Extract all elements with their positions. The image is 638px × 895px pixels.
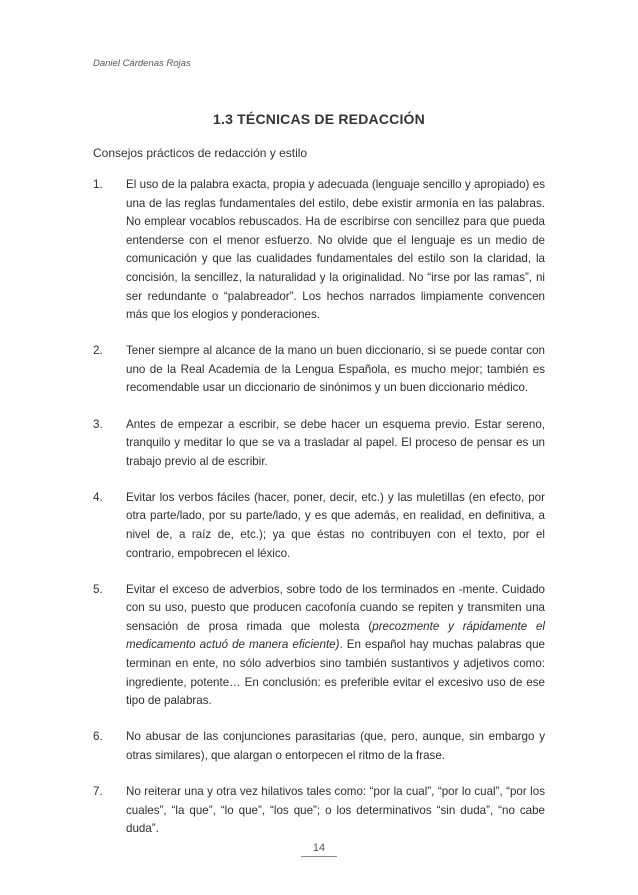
list-item [93,489,545,563]
item-text: El uso de la palabra exacta, propia y adecuada (lenguaje sencillo y apropiado) es una de las reglas fundamentales del estilo, debe existir armonía en las palabras. No emplear vocablos rebuscados. Ha de escribirse con sencillez para que pueda entenderse con el menor esfuerzo. No olvide que el lenguaje es un medio de comunicación y que las cualidades fundamentales del estilo son la claridad, la concisión, la sencillez, la naturalidad y la originalidad. No “irse por las ramas”, ni ser redundante o “palabreador”. Los hechos narrados limpiamente convencen más que los elogios y ponderaciones. [126,178,545,322]
item-number: 6. [93,730,103,744]
item-text [126,581,545,711]
list-item [93,176,545,325]
item-number: 3. [93,417,103,431]
item-text: Tener siempre al alcance de la mano un buen diccionario, si se puede contar con uno de la Real Academia de la Lengua Española, es mucho mejor; también es recomendable usar un diccionario de sinónimos y un buen diccionario médico. [126,344,545,395]
item-text-part: . En español hay muchas palabras que terminan en ente, no sólo adverbios sino también sustantivos y adjetivos como: ingrediente, potente… En conclusión: es preferible evitar el excesivo uso de ese tipo de palabras. [126,638,546,708]
item-text-part: Evitar el exceso de adverbios, sobre todo de los terminados en -mente. Cuidado con su uso, puesto que producen cacofonía cuando se repiten y transmiten una sensación de prosa rimada que molesta ( [126,582,545,633]
item-number: 7. [93,785,103,799]
section-subtitle: Consejos prácticos de redacción y estilo [93,146,308,160]
page-number: 14 [301,842,337,857]
list-item [93,581,545,711]
running-header-author: Daniel Cárdenas Rojas [93,58,191,69]
advice-list [93,176,545,839]
item-number: 5. [93,582,103,596]
item-text-italic-example: precozmente y rápidamente el medicamento actuó de manera eficiente) [126,619,545,652]
list-item [93,728,545,765]
item-text: Antes de empezar a escribir, se debe hacer un esquema previo. Estar sereno, tranquilo y meditar lo que se va a trasladar al papel. El proceso de pensar es un trabajo previo al de escribir. [126,417,545,468]
item-number: 2. [93,344,103,358]
section-title: 1.3 TÉCNICAS DE REDACCIÓN [213,111,425,127]
item-text: No abusar de las conjunciones parasitarias (que, pero, aunque, sin embargo y otras similares), que alargan o entorpecen el ritmo de la frase. [126,730,545,762]
item-number: 1. [93,178,103,191]
item-number: 4. [93,490,103,504]
page-number-footer [0,842,638,857]
list-item [93,416,545,472]
item-text: Evitar los verbos fáciles (hacer, poner, decir, etc.) y las muletillas (en efecto, por otra parte/lado, por su parte/lado, y es que además, en realidad, en definitiva, a nivel de, a raíz de, etc.); ya que éstas no contribuyen con el texto, por el contrario, empobrecen el léxico. [126,490,545,560]
item-text: No reiterar una y otra vez hilativos tales como: “por la cual”, “por lo cual”, “por los cuales”, “la que”, “lo que”, “los que”; o los determinativos “sin duda”, “no cabe duda”. [126,785,545,836]
list-item [93,783,545,839]
list-item [93,342,545,398]
